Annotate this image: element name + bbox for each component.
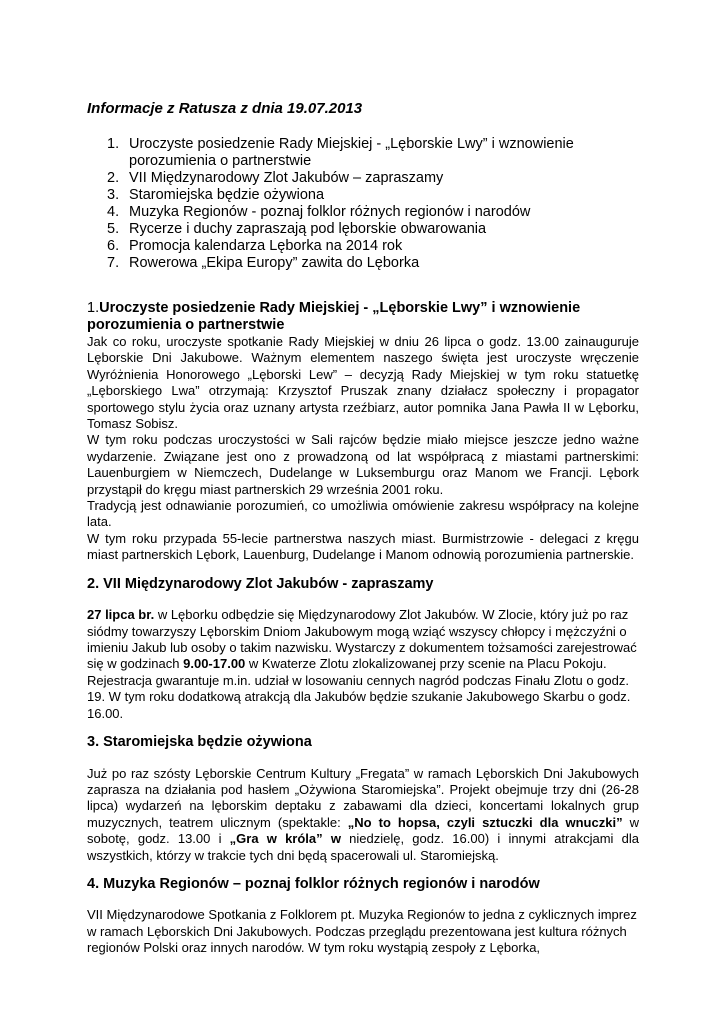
toc-number: 1.: [107, 136, 120, 152]
section-2-paragraph: [87, 607, 639, 722]
section-1-heading: [87, 300, 639, 334]
page-title: Informacje z Ratusza z dnia 19.07.2013: [87, 100, 363, 117]
toc-text: Uroczyste posiedzenie Rady Miejskiej - „Lęborskie Lwy” i wznowienie porozumienia o partnerstwie: [129, 136, 574, 169]
section-3: [87, 734, 639, 864]
section-3-bold-1: „No to hopsa, czyli sztuczki dla wnuczki”: [347, 814, 623, 830]
section-1-paragraph-3: Tradycją jest odnawianie porozumień, co umożliwia omówienie zakresu współpracy na kolejne lata.: [87, 498, 639, 530]
section-2: [87, 576, 639, 722]
toc-text: Rowerowa „Ekipa Europy” zawita do Lęborka: [129, 255, 420, 271]
toc-text: VII Międzynarodowy Zlot Jakubów – zapraszamy: [129, 170, 444, 186]
document-page: [87, 100, 639, 969]
section-1-paragraph-1: Jak co roku, uroczyste spotkanie Rady Miejskiej w dniu 26 lipca o godz. 13.00 zainauguruje Lęborskie Dni Jakubowe. Ważnym elementem naszego święta jest uroczyste wręczenie Wyróżnienia Honorowego „Lęborski Lew” – decyzją Rady Miejskiej w tym roku statuetkę „Lęborskiego Lwa” otrzymają: Krzysztof Pruszak znany działacz społeczny i propagator sportowego stylu życia oraz uznany artysta rzeźbiarz, autor pomnika Jana Pawła II w Lęborku, Tomasz Sobisz.: [87, 334, 639, 432]
section-1-paragraph-4: W tym roku przypada 55-lecie partnerstwa naszych miast. Burmistrzowie - delegaci z kręgu miast partnerskich Lębork, Lauenburg, Dudelange i Manom odnowią porozumienia partnerskie.: [87, 530, 639, 563]
toc-number: 6.: [107, 238, 120, 254]
toc-number: 2.: [107, 170, 120, 186]
section-1-number: 1.: [87, 300, 100, 316]
toc-item: [87, 255, 639, 272]
section-4-paragraph: VII Międzynarodowe Spotkania z Folklorem pt. Muzyka Regionów to jedna z cyklicznych imprez w ramach Lęborskich Dni Jakubowych. Podczas przeglądu prezentowana jest kultura różnych regionów Polski oraz innych narodów. W tym roku wystąpią zespoły z Lęborka,: [87, 907, 637, 956]
toc-number: 5.: [107, 221, 120, 237]
section-3-text-3: niedzielę, godz. 16.00) i innymi atrakcjami dla wszystkich, którzy w trakcie tych dni będą spacerowali ul. Staromiejską.: [87, 831, 639, 863]
section-3-text-1: Już po raz szósty Lęborskie Centrum Kultury „Fregata” w ramach Lęborskich Dni Jakubowych zaprasza na działania pod hasłem „Ożywiona Staromiejska”. Projekt obejmuje trzy dni (26-28 lipca) wydarzeń na lęborskim deptaku z zabawami dla dzieci, koncertami lokalnych grup muzycznych, teatrem ulicznym (spektakle:: [87, 765, 639, 830]
section-2-date: 27 lipca br.: [87, 607, 155, 623]
toc-item: [87, 170, 639, 187]
toc-text: Promocja kalendarza Lęborka na 2014 rok: [129, 238, 403, 254]
toc-item: [87, 238, 639, 255]
toc-item: [87, 221, 639, 238]
toc-item: [87, 136, 639, 170]
toc-text: Staromiejska będzie ożywiona: [129, 187, 325, 203]
toc-text: Rycerze i duchy zapraszają pod lęborskie obwarowania: [129, 221, 487, 237]
toc-item: [87, 187, 639, 204]
section-2-heading: 2. VII Międzynarodowy Zlot Jakubów - zapraszamy: [87, 575, 434, 592]
section-3-paragraph: [87, 766, 639, 864]
section-2-text-2: w Kwaterze Zlotu zlokalizowanej przy scenie na Placu Pokoju. Rejestracja gwarantuje m.in. udział w losowaniu cennych nagród podczas Finału Zlotu o godz. 19. W tym roku dodatkową atrakcją dla Jakubów będzie szukanie Jakubowego Skarbu o godz. 16.00.: [87, 656, 631, 721]
section-4: [87, 876, 639, 957]
section-1-title: Uroczyste posiedzenie Rady Miejskiej - „Lęborskie Lwy” i wznowienie porozumienia o partnerstwie: [87, 300, 581, 333]
section-1-paragraph-2: W tym roku podczas uroczystości w Sali rajców będzie miało miejsce jeszcze jedno ważne wydarzenie. Związane jest ono z prowadzoną od lat współpracą z miastami partnerskimi: Lauenburgiem w Niemczech, Dudelange w Luksemburgu oraz Manom we Francji. Lębork przystąpił do kręgu miast partnerskich 29 września 2001 roku.: [87, 432, 639, 497]
toc-number: 7.: [107, 255, 120, 271]
section-4-heading: 4. Muzyka Regionów – poznaj folklor różnych regionów i narodów: [87, 875, 540, 892]
section-3-bold-2: „Gra w króla” w: [229, 831, 341, 847]
toc-item: [87, 204, 639, 221]
section-1: [87, 300, 639, 564]
section-3-heading: 3. Staromiejska będzie ożywiona: [87, 734, 312, 751]
toc-text: Muzyka Regionów - poznaj folklor różnych regionów i narodów: [129, 204, 531, 220]
toc-number: 4.: [107, 204, 120, 220]
section-3-text-2: w sobotę, godz. 13.00 i: [87, 814, 639, 847]
section-2-text-1: w Lęborku odbędzie się Międzynarodowy Zlot Jakubów. W Zlocie, który już po raz siódmy towarzyszy Lęborskim Dniom Jakubowym mogą wziąć wszyscy chłopcy i mężczyźni o imieniu Jakub lub osoby o takim nazwisku. Wystarczy z dokumentem tożsamości zarejestrować się w godzinach: [87, 607, 637, 672]
toc-number: 3.: [107, 187, 120, 203]
table-of-contents: [87, 136, 639, 272]
section-2-hours: 9.00-17.00: [183, 656, 246, 672]
